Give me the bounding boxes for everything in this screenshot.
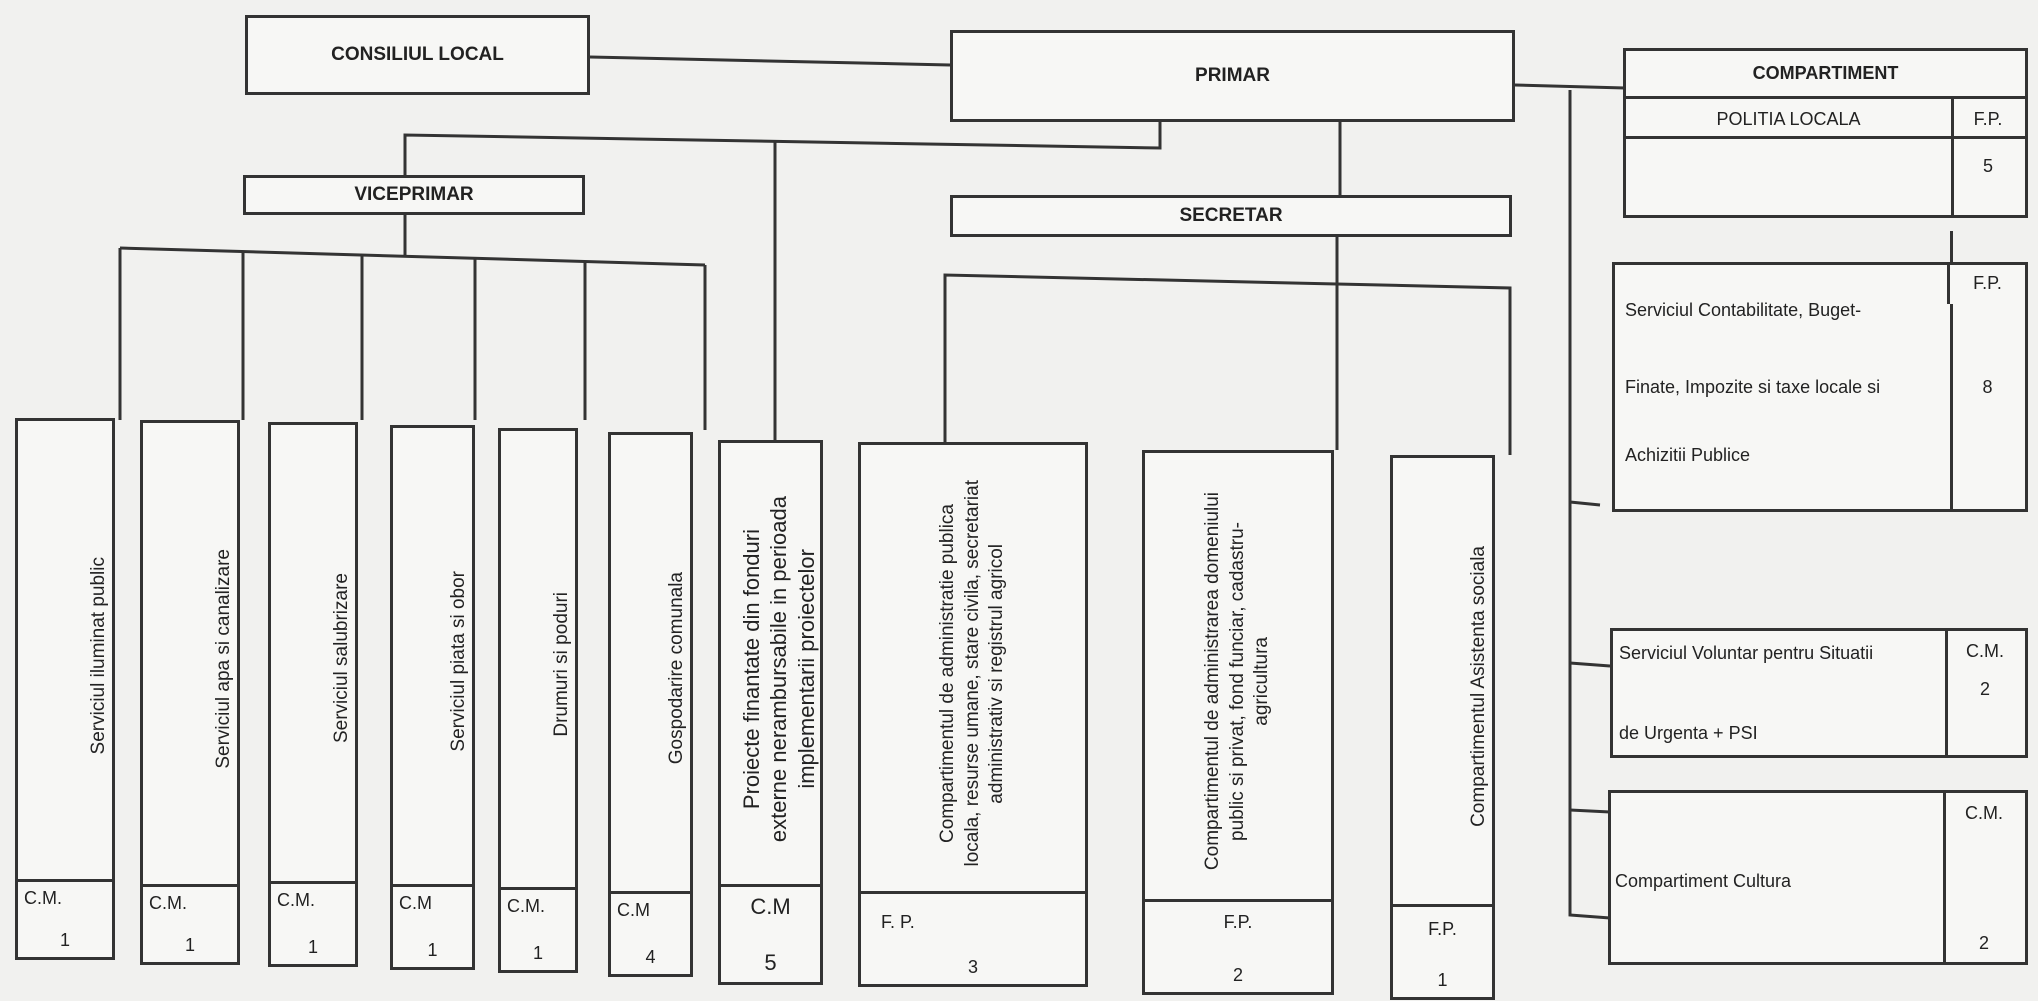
contabilitate-fp-cell <box>1947 262 2028 304</box>
primar-label: PRIMAR <box>1195 65 1270 86</box>
vice-unit <box>608 432 693 977</box>
unit-type: F. P. <box>881 912 915 932</box>
unit-count: 1 <box>532 943 543 963</box>
unit-type: C.M. <box>277 890 315 910</box>
unit-count: 1 <box>59 930 70 950</box>
unit-name: Drumuri si poduri <box>551 592 573 737</box>
vice-unit <box>268 422 358 967</box>
unit-type: C.M <box>399 893 432 913</box>
unit-type: C.M. <box>24 888 62 908</box>
politia-locala-box <box>1623 48 2028 218</box>
cultura-box <box>1608 790 2028 965</box>
proiecte-line2: externe nerambursabile in perioada <box>766 495 791 843</box>
consiliul-local-label: CONSILIUL LOCAL <box>331 44 504 65</box>
vice-unit <box>140 420 240 965</box>
unit-count: 1 <box>307 937 318 957</box>
primar-box <box>950 30 1515 122</box>
politia-count: 5 <box>1982 156 1993 176</box>
unit-count: 1 <box>427 940 438 960</box>
sec-unit <box>1142 450 1334 995</box>
unit-count: 1 <box>184 935 195 955</box>
cultura-type: C.M. <box>1965 803 2003 823</box>
voluntar-line1: Serviciul Voluntar pentru Situatii <box>1619 643 1874 663</box>
divider <box>1626 96 2025 99</box>
cultura-count: 2 <box>1978 933 1989 953</box>
unit-name: Serviciul apa si canalizare <box>213 549 235 769</box>
unit-name: Serviciul piata si obor <box>448 571 470 752</box>
viceprimar-box <box>243 175 585 215</box>
unit-count: 3 <box>967 957 978 977</box>
contabilitate-line1: Serviciul Contabilitate, Buget- <box>1625 300 1862 320</box>
voluntar-line2: de Urgenta + PSI <box>1619 723 1758 743</box>
viceprimar-label: VICEPRIMAR <box>354 184 474 205</box>
unit-name: Gospodarire comunala <box>666 572 688 765</box>
unit-count: 2 <box>1232 965 1243 985</box>
proiecte-line3: implementarii proiectelor <box>793 549 819 789</box>
voluntar-box <box>1610 628 2028 758</box>
unit-type: F.P. <box>1428 919 1457 939</box>
unit-line3: agricultura <box>1251 637 1273 726</box>
contabilitate-type: F.P. <box>1973 273 2002 293</box>
cultura-label: Compartiment Cultura <box>1615 871 1792 891</box>
unit-type: C.M. <box>149 893 187 913</box>
unit-name: Serviciul iluminat public <box>88 556 110 755</box>
unit-name: Serviciul salubrizare <box>331 573 353 744</box>
compartiment-header: COMPARTIMENT <box>1752 63 1899 83</box>
divider <box>1626 136 2025 139</box>
unit-line1: Compartimentul de administrarea domeniului <box>1201 492 1223 871</box>
unit-line3: administrativ si registrul agricol <box>986 543 1008 804</box>
sec-unit <box>858 442 1088 987</box>
proiecte-count: 5 <box>764 949 777 975</box>
secretar-label: SECRETAR <box>1179 205 1283 226</box>
contabilitate-count: 8 <box>1982 377 1993 397</box>
secretar-box <box>950 195 1512 237</box>
unit-line1: Compartimentul Asistenta sociala <box>1468 546 1490 827</box>
unit-count: 4 <box>645 947 656 967</box>
vice-unit <box>390 425 475 970</box>
unit-line1: Compartimentul de administratie publica <box>936 504 958 843</box>
unit-count: 1 <box>1437 970 1448 990</box>
proiecte-type: C.M <box>750 894 791 919</box>
vice-unit <box>15 418 115 960</box>
proiecte-line1: Proiecte finantate din fonduri <box>738 528 764 810</box>
unit-type: F.P. <box>1223 912 1253 932</box>
voluntar-type: C.M. <box>1966 641 2004 661</box>
unit-type: C.M. <box>507 896 545 916</box>
unit-line2: locala, resurse umane, stare civila, secretariat <box>961 480 983 867</box>
politia-locala-label: POLITIA LOCALA <box>1716 109 1861 129</box>
proiecte-box <box>718 440 823 985</box>
consiliul-local-box <box>245 15 590 95</box>
sec-unit <box>1390 455 1495 1000</box>
politia-type: F.P. <box>1973 109 2003 129</box>
contabilitate-line2: Finate, Impozite si taxe locale si <box>1625 377 1881 397</box>
unit-type: C.M <box>617 900 650 920</box>
vice-unit <box>498 428 578 973</box>
voluntar-count: 2 <box>1979 679 1990 699</box>
unit-line2: public si privat, fond funciar, cadastru- <box>1226 522 1248 841</box>
contabilitate-line3: Achizitii Publice <box>1625 445 1751 465</box>
